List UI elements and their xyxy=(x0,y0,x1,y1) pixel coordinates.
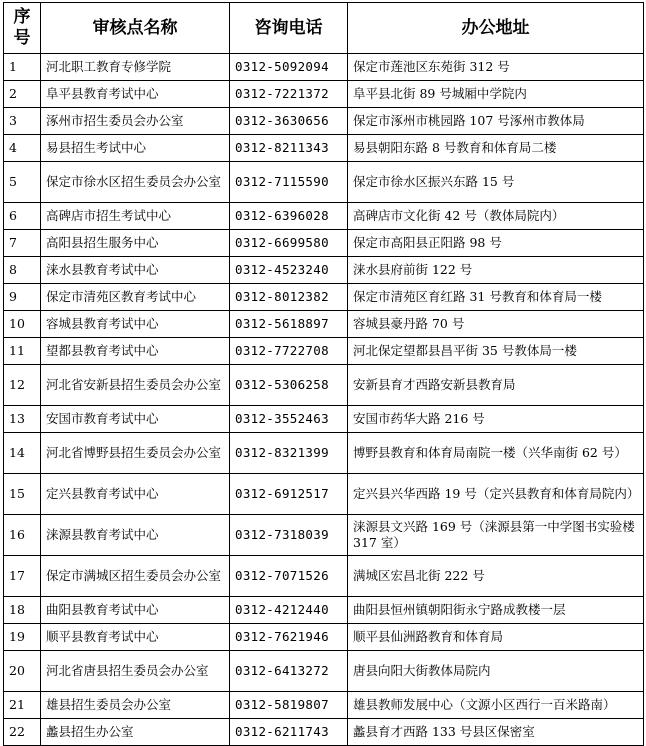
row-number: 3 xyxy=(4,108,41,135)
site-name: 阜平县教育考试中心 xyxy=(41,81,230,108)
office-address: 易县朝阳东路 8 号教育和体育局二楼 xyxy=(348,135,644,162)
table-row xyxy=(4,338,644,365)
phone-number: 0312-7722708 xyxy=(230,338,348,365)
table-row xyxy=(4,719,644,746)
row-number: 15 xyxy=(4,474,41,515)
row-number: 11 xyxy=(4,338,41,365)
header-name: 审核点名称 xyxy=(41,3,230,54)
site-name: 河北省唐县招生委员会办公室 xyxy=(41,651,230,692)
header-seq: 序号 xyxy=(4,3,41,54)
table-header-row xyxy=(4,3,644,54)
phone-number: 0312-6699580 xyxy=(230,230,348,257)
office-address: 满城区宏昌北街 222 号 xyxy=(348,556,644,597)
row-number: 13 xyxy=(4,406,41,433)
phone-number: 0312-4212440 xyxy=(230,597,348,624)
table-row xyxy=(4,81,644,108)
site-name: 高碑店市招生考试中心 xyxy=(41,203,230,230)
phone-number: 0312-8211343 xyxy=(230,135,348,162)
site-name: 定兴县教育考试中心 xyxy=(41,474,230,515)
phone-number: 0312-6396028 xyxy=(230,203,348,230)
row-number: 19 xyxy=(4,624,41,651)
office-address: 容城县豪丹路 70 号 xyxy=(348,311,644,338)
phone-number: 0312-8321399 xyxy=(230,433,348,474)
phone-number: 0312-7221372 xyxy=(230,81,348,108)
office-address: 安国市药华大路 216 号 xyxy=(348,406,644,433)
office-address: 保定市清苑区育红路 31 号教育和体育局一楼 xyxy=(348,284,644,311)
office-address: 涞水县府前街 122 号 xyxy=(348,257,644,284)
site-name: 曲阳县教育考试中心 xyxy=(41,597,230,624)
row-number: 2 xyxy=(4,81,41,108)
row-number: 4 xyxy=(4,135,41,162)
table-row xyxy=(4,624,644,651)
row-number: 1 xyxy=(4,54,41,81)
office-address: 博野县教育和体育局南院一楼（兴华南街 62 号） xyxy=(348,433,644,474)
table-row xyxy=(4,257,644,284)
phone-number: 0312-4523240 xyxy=(230,257,348,284)
row-number: 12 xyxy=(4,365,41,406)
office-address: 唐县向阳大街教体局院内 xyxy=(348,651,644,692)
site-name: 安国市教育考试中心 xyxy=(41,406,230,433)
row-number: 22 xyxy=(4,719,41,746)
site-name: 涞水县教育考试中心 xyxy=(41,257,230,284)
phone-number: 0312-6211743 xyxy=(230,719,348,746)
table-row xyxy=(4,365,644,406)
table-row xyxy=(4,230,644,257)
site-name: 河北省安新县招生委员会办公室 xyxy=(41,365,230,406)
site-name: 顺平县教育考试中心 xyxy=(41,624,230,651)
row-number: 14 xyxy=(4,433,41,474)
table-row xyxy=(4,651,644,692)
phone-number: 0312-5306258 xyxy=(230,365,348,406)
office-address: 保定市涿州市桃园路 107 号涿州市教体局 xyxy=(348,108,644,135)
table-row xyxy=(4,135,644,162)
phone-number: 0312-5092094 xyxy=(230,54,348,81)
office-address: 雄县教师发展中心（文源小区西行一百米路南） xyxy=(348,692,644,719)
row-number: 21 xyxy=(4,692,41,719)
site-name: 高阳县招生服务中心 xyxy=(41,230,230,257)
row-number: 7 xyxy=(4,230,41,257)
phone-number: 0312-6413272 xyxy=(230,651,348,692)
site-name: 河北省博野县招生委员会办公室 xyxy=(41,433,230,474)
office-address: 蠡县育才西路 133 号县区保密室 xyxy=(348,719,644,746)
row-number: 17 xyxy=(4,556,41,597)
row-number: 10 xyxy=(4,311,41,338)
table-row xyxy=(4,597,644,624)
site-name: 涿州市招生委员会办公室 xyxy=(41,108,230,135)
phone-number: 0312-7318039 xyxy=(230,515,348,556)
table-row xyxy=(4,108,644,135)
site-name: 雄县招生委员会办公室 xyxy=(41,692,230,719)
phone-number: 0312-3630656 xyxy=(230,108,348,135)
table-body xyxy=(4,54,644,746)
table-row xyxy=(4,203,644,230)
row-number: 6 xyxy=(4,203,41,230)
table-row xyxy=(4,692,644,719)
site-name: 保定市徐水区招生委员会办公室 xyxy=(41,162,230,203)
site-name: 望都县教育考试中心 xyxy=(41,338,230,365)
phone-number: 0312-3552463 xyxy=(230,406,348,433)
office-address: 河北保定望都县昌平街 35 号教体局一楼 xyxy=(348,338,644,365)
row-number: 18 xyxy=(4,597,41,624)
office-address: 阜平县北街 89 号城厢中学院内 xyxy=(348,81,644,108)
office-address: 定兴县兴华西路 19 号（定兴县教育和体育局院内） xyxy=(348,474,644,515)
office-address: 保定市高阳县正阳路 98 号 xyxy=(348,230,644,257)
row-number: 8 xyxy=(4,257,41,284)
row-number: 5 xyxy=(4,162,41,203)
table-row xyxy=(4,311,644,338)
row-number: 20 xyxy=(4,651,41,692)
site-name: 容城县教育考试中心 xyxy=(41,311,230,338)
phone-number: 0312-7071526 xyxy=(230,556,348,597)
office-address: 顺平县仙洲路教育和体育局 xyxy=(348,624,644,651)
table-row xyxy=(4,406,644,433)
site-name: 易县招生考试中心 xyxy=(41,135,230,162)
site-name: 河北职工教育专修学院 xyxy=(41,54,230,81)
table-row xyxy=(4,433,644,474)
office-address: 曲阳县恒州镇朝阳街永宁路成教楼一层 xyxy=(348,597,644,624)
header-phone: 咨询电话 xyxy=(230,3,348,54)
exam-site-table xyxy=(3,2,644,746)
phone-number: 0312-7115590 xyxy=(230,162,348,203)
site-name: 蠡县招生办公室 xyxy=(41,719,230,746)
table-row xyxy=(4,474,644,515)
site-name: 涞源县教育考试中心 xyxy=(41,515,230,556)
phone-number: 0312-5618897 xyxy=(230,311,348,338)
office-address: 安新县育才西路安新县教育局 xyxy=(348,365,644,406)
table-row xyxy=(4,515,644,556)
table-row xyxy=(4,556,644,597)
row-number: 9 xyxy=(4,284,41,311)
office-address: 涞源县文兴路 169 号（涞源县第一中学图书实验楼 317 室） xyxy=(348,515,644,556)
site-name: 保定市清苑区教育考试中心 xyxy=(41,284,230,311)
header-address: 办公地址 xyxy=(348,3,644,54)
phone-number: 0312-7621946 xyxy=(230,624,348,651)
site-name: 保定市满城区招生委员会办公室 xyxy=(41,556,230,597)
phone-number: 0312-6912517 xyxy=(230,474,348,515)
office-address: 保定市莲池区东苑街 312 号 xyxy=(348,54,644,81)
phone-number: 0312-5819807 xyxy=(230,692,348,719)
phone-number: 0312-8012382 xyxy=(230,284,348,311)
table-row xyxy=(4,162,644,203)
office-address: 保定市徐水区振兴东路 15 号 xyxy=(348,162,644,203)
row-number: 16 xyxy=(4,515,41,556)
table-row xyxy=(4,54,644,81)
office-address: 高碑店市文化街 42 号（教体局院内） xyxy=(348,203,644,230)
table-row xyxy=(4,284,644,311)
